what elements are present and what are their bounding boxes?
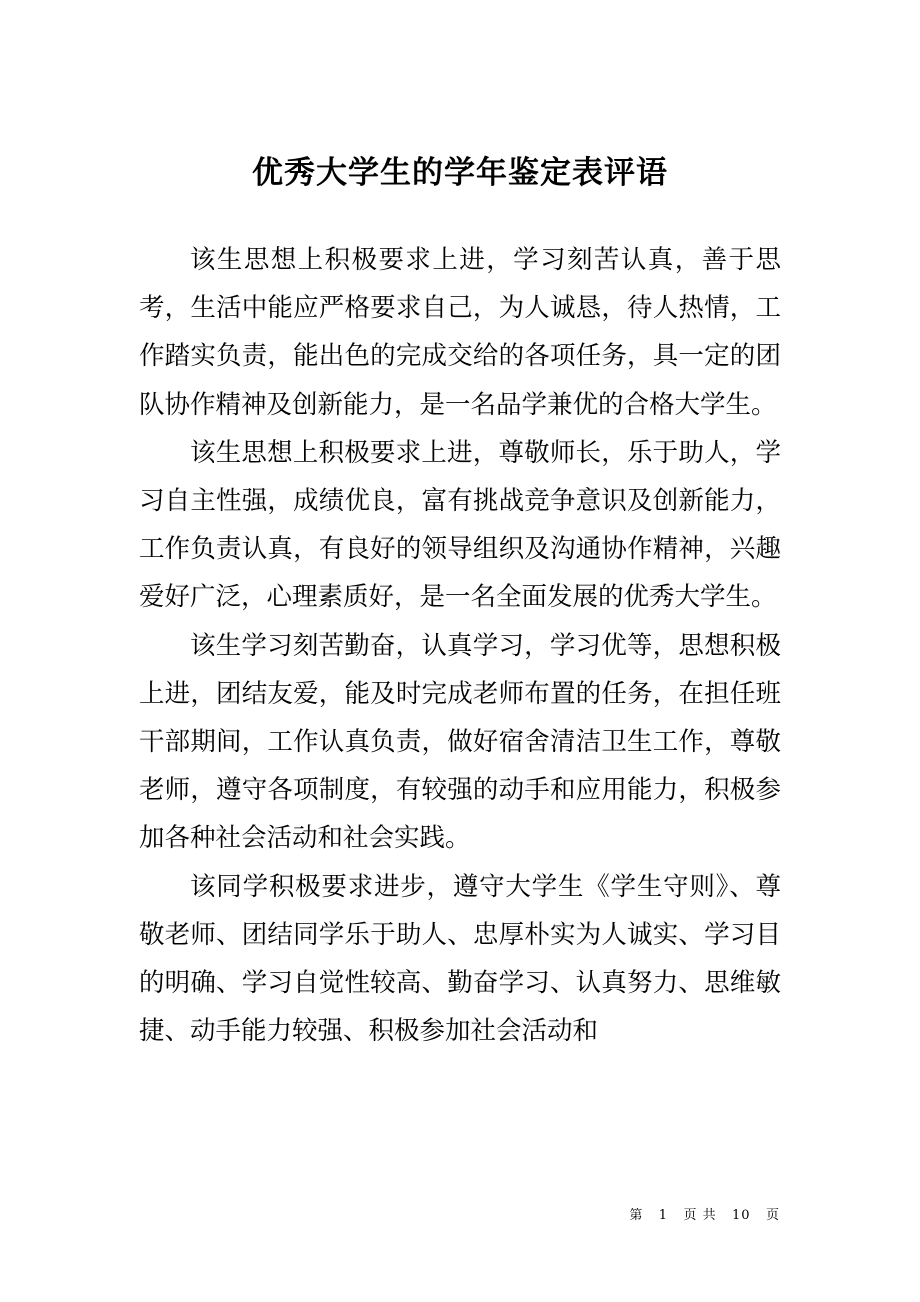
paragraph-4: 该同学积极要求进步，遵守大学生《学生守则》、尊敬老师、团结同学乐于助人、忠厚朴实为人诚实、学习目的明确、学习自觉性较高、勤奋学习、认真努力、思维敏捷、动手能力较强、积极参加社会活动和: [139, 871, 781, 1047]
paragraph-2: 该生思想上积极要求上进，尊敬师长，乐于助人，学习自主性强，成绩优良，富有挑战竞争意识及创新能力，工作负责认真，有良好的领导组织及沟通协作精神，兴趣爱好广泛，心理素质好，是一名全面发展的优秀大学生。: [139, 437, 781, 613]
footer-middle: 页 共: [683, 1208, 717, 1223]
page-footer: [620, 1204, 780, 1228]
total-pages-number: 10: [732, 1208, 751, 1223]
document-title: 优秀大学生的学年鉴定表评语: [252, 154, 668, 191]
paragraph-3: 该生学习刻苦勤奋，认真学习，学习优等，思想积极上进，团结友爱，能及时完成老师布置的任务，在担任班干部期间，工作认真负责，做好宿舍清洁卫生工作，尊敬老师，遵守各项制度，有较强的动手和应用能力，积极参加各种社会活动和社会实践。: [139, 630, 781, 854]
document-body: [139, 236, 781, 1055]
footer-prefix: 第: [629, 1208, 644, 1223]
footer-suffix: 页: [765, 1208, 780, 1223]
current-page-number: 1: [658, 1208, 669, 1223]
paragraph-1: 该生思想上积极要求上进，学习刻苦认真，善于思考，生活中能应严格要求自己，为人诚恳，待人热情，工作踏实负责，能出色的完成交给的各项任务，具一定的团队协作精神及创新能力，是一名品学兼优的合格大学生。: [139, 245, 781, 420]
